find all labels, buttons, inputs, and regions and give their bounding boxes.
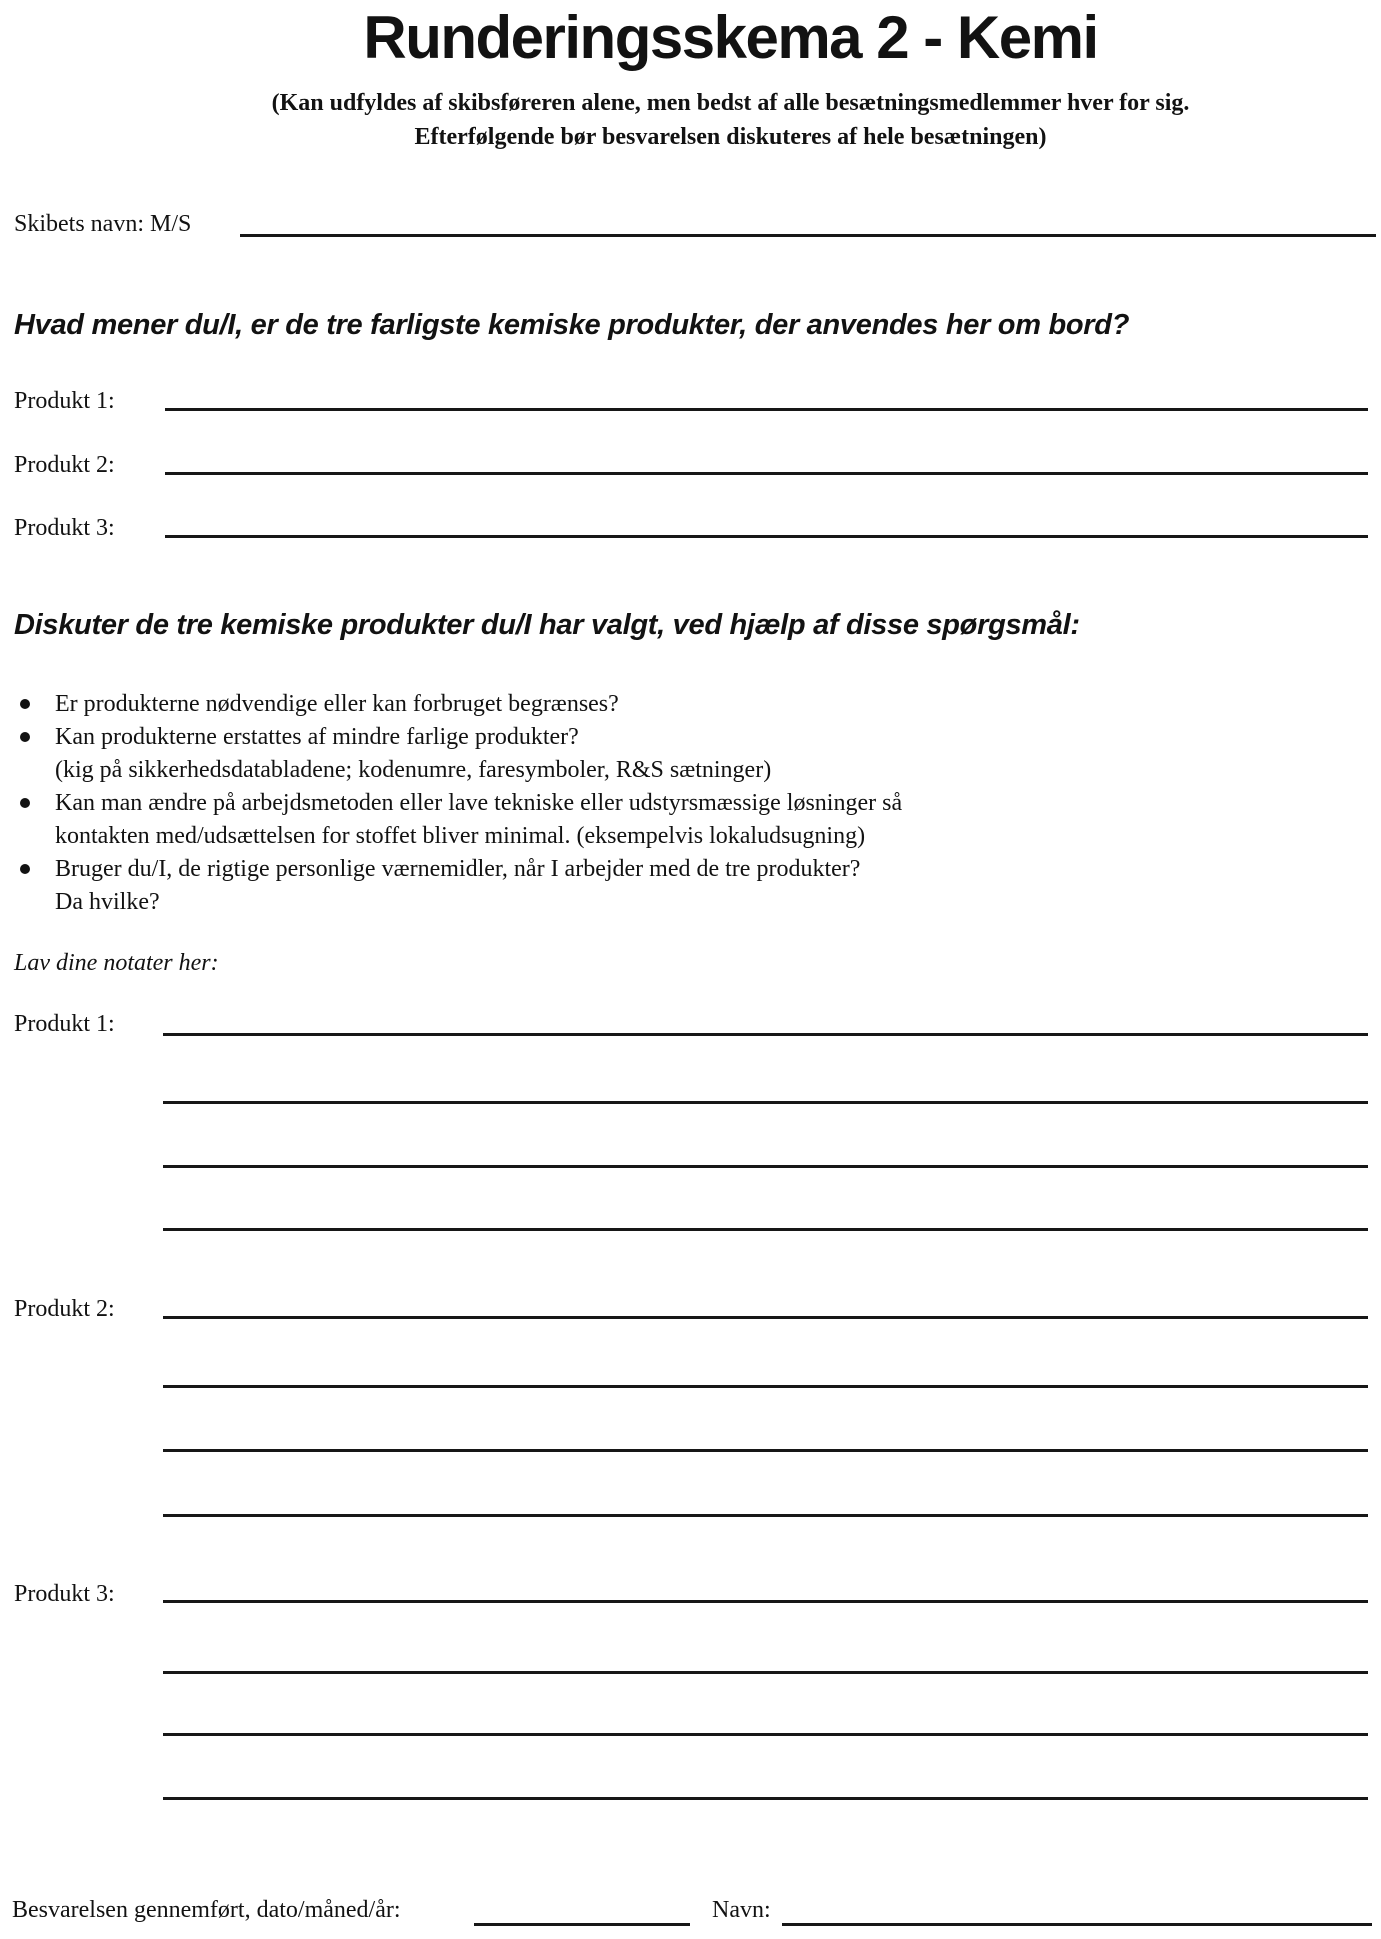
bullet-item	[14, 721, 1359, 754]
bullet-icon	[20, 864, 30, 874]
page-title: Runderingsskema 2 - Kemi	[363, 4, 1098, 71]
bullet-text: Da hvilke?	[55, 889, 160, 915]
top-question-heading: Hvad mener du/I, er de tre farligste kemiske produkter, der anvendes her om bord?	[14, 309, 1130, 341]
product-field-3-label: Produkt 3:	[14, 515, 115, 541]
bullet-text: Bruger du/I, de rigtige personlige værnemidler, når I arbejder med de tre produkter?	[55, 856, 861, 882]
product-field-3-input-line[interactable]	[165, 535, 1368, 538]
subtitle-line-1: (Kan udfyldes af skibsføreren alene, men bedst af alle besætningsmedlemmer hver for sig.	[271, 90, 1190, 116]
notes-product-1-label: Produkt 1:	[14, 1011, 115, 1037]
bullet-item-continuation	[14, 886, 1359, 919]
footer-name-input-line[interactable]	[782, 1923, 1372, 1926]
notes-product-1-line-3[interactable]	[163, 1165, 1368, 1168]
bullet-text: (kig på sikkerhedsdatabladene; kodenumre, faresymboler, R&S sætninger)	[55, 757, 772, 783]
discussion-heading: Diskuter de tre kemiske produkter du/I har valgt, ved hjælp af disse spørgsmål:	[14, 609, 1080, 641]
bullet-item	[14, 853, 1359, 886]
footer-name-label: Navn:	[712, 1897, 771, 1923]
discussion-bullet-list	[14, 688, 1359, 919]
product-field-2-input-line[interactable]	[165, 472, 1368, 475]
bullet-item	[14, 787, 1359, 820]
footer-date-label: Besvarelsen gennemført, dato/måned/år:	[12, 1897, 401, 1923]
subtitle-line-2: Efterfølgende bør besvarelsen diskuteres af hele besætningen)	[414, 124, 1047, 150]
product-field-2-label: Produkt 2:	[14, 452, 115, 478]
notes-product-2-line-3[interactable]	[163, 1449, 1368, 1452]
notes-product-3-line-3[interactable]	[163, 1733, 1368, 1736]
ship-name-input-line[interactable]	[240, 234, 1376, 237]
ship-name-label: Skibets navn: M/S	[14, 211, 192, 237]
notes-product-2-line-4[interactable]	[163, 1514, 1368, 1517]
bullet-text: Kan man ændre på arbejdsmetoden eller lave tekniske eller udstyrsmæssige løsninger så	[55, 790, 903, 816]
notes-product-3-label: Produkt 3:	[14, 1581, 115, 1607]
bullet-icon	[20, 732, 30, 742]
form-header	[80, 6, 1381, 154]
footer-date-input-line[interactable]	[474, 1923, 690, 1926]
notes-product-1-line-4[interactable]	[163, 1228, 1368, 1231]
notes-product-2-line-2[interactable]	[163, 1385, 1368, 1388]
notes-product-2-line-1[interactable]	[163, 1316, 1368, 1319]
notes-product-2-label: Produkt 2:	[14, 1296, 115, 1322]
form-subtitle	[80, 86, 1381, 154]
notes-intro: Lav dine notater her:	[14, 950, 219, 976]
bullet-item-continuation	[14, 820, 1359, 853]
notes-product-1-line-1[interactable]	[163, 1033, 1368, 1036]
product-field-1-input-line[interactable]	[165, 408, 1368, 411]
notes-product-1-line-2[interactable]	[163, 1101, 1368, 1104]
bullet-icon	[20, 699, 30, 709]
bullet-text: Er produkterne nødvendige eller kan forbruget begrænses?	[55, 691, 619, 717]
bullet-item-continuation	[14, 754, 1359, 787]
bullet-item	[14, 688, 1359, 721]
notes-product-3-line-2[interactable]	[163, 1671, 1368, 1674]
notes-product-3-line-1[interactable]	[163, 1600, 1368, 1603]
bullet-icon	[20, 798, 30, 808]
notes-product-3-line-4[interactable]	[163, 1797, 1368, 1800]
product-field-1-label: Produkt 1:	[14, 388, 115, 414]
bullet-text: Kan produkterne erstattes af mindre farlige produkter?	[55, 724, 579, 750]
bullet-text: kontakten med/udsættelsen for stoffet bliver minimal. (eksempelvis lokaludsugning)	[55, 823, 866, 849]
